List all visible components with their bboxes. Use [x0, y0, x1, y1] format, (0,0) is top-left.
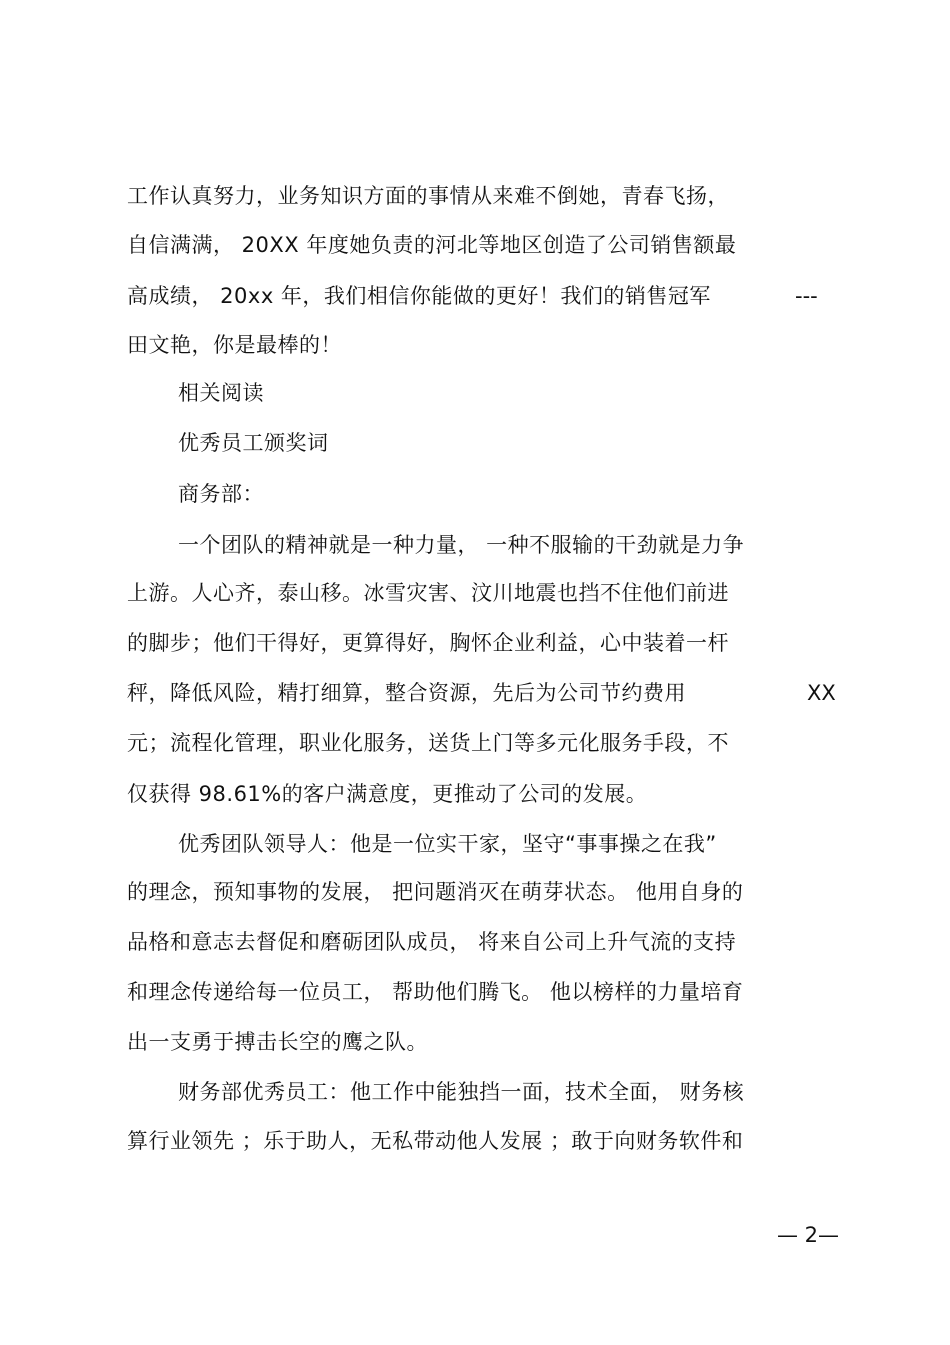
paragraph-line: 财务部优秀员工：他工作中能独挡一面，技术全面， 财务核: [178, 1080, 745, 1104]
paragraph-line: 出一支勇于搏击长空的鹰之队。: [127, 1030, 428, 1054]
paragraph-line: 高成绩， 20xx 年，我们相信你能做的更好！我们的销售冠军: [127, 284, 711, 308]
paragraph-line: 田文艳，你是最棒的！: [127, 333, 342, 357]
xx-fragment: XX: [807, 681, 836, 705]
paragraph-line: 的脚步；他们干得好，更算得好，胸怀企业利益，心中装着一杆: [127, 631, 729, 655]
paragraph-line: 的理念，预知事物的发展， 把问题消灭在萌芽状态。 他用自身的: [127, 880, 744, 904]
paragraph-line: 工作认真努力，业务知识方面的事情从来难不倒她，青春飞扬，: [127, 184, 729, 208]
page-number: — 2—: [777, 1223, 840, 1247]
paragraph-line: 一个团队的精神就是一种力量， 一种不服输的干劲就是力争: [178, 533, 745, 557]
paragraph-line: 优秀团队领导人：他是一位实干家，坚守“事事操之在我”: [178, 832, 717, 856]
paragraph-line: 和理念传递给每一位员工， 帮助他们腾飞。 他以榜样的力量培育: [127, 980, 744, 1004]
paragraph-line: 仅获得 98.61%的客户满意度，更推动了公司的发展。: [127, 782, 648, 806]
dash-fragment: ---: [795, 284, 818, 308]
section-heading: 相关阅读: [178, 381, 264, 405]
section-heading: 商务部：: [178, 482, 264, 506]
section-heading: 优秀员工颁奖词: [178, 431, 329, 455]
paragraph-line: 元；流程化管理，职业化服务，送货上门等多元化服务手段，不: [127, 731, 729, 755]
paragraph-line: 自信满满， 20XX 年度她负责的河北等地区创造了公司销售额最: [127, 233, 737, 257]
paragraph-line: 上游。人心齐，泰山移。冰雪灾害、汶川地震也挡不住他们前进: [127, 581, 729, 605]
paragraph-line: 秤，降低风险，精打细算，整合资源，先后为公司节约费用: [127, 681, 686, 705]
paragraph-line: 品格和意志去督促和磨砺团队成员， 将来自公司上升气流的支持: [127, 930, 737, 954]
paragraph-line: 算行业领先 ；乐于助人，无私带动他人发展 ；敢于向财务软件和: [127, 1129, 744, 1153]
